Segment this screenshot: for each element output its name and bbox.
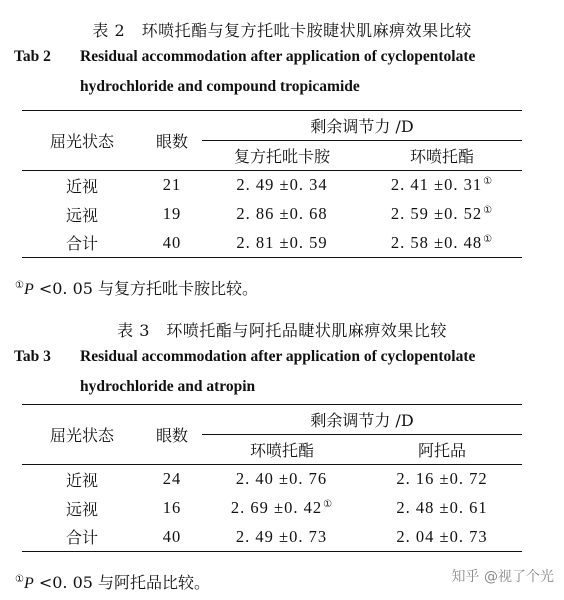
footnote-marker: ① — [15, 280, 24, 291]
table3-value-a: 2. 69 ±0. 42 — [230, 498, 323, 517]
table2-cell-b — [362, 200, 522, 229]
footnote-marker: ① — [483, 233, 494, 245]
table2-footnote — [14, 276, 258, 299]
footnote-marker: ① — [15, 574, 24, 585]
table2-cell-eyes: 40 — [162, 232, 182, 252]
table-row — [22, 229, 522, 258]
table2-cell-eyes: 21 — [162, 175, 182, 195]
table3-value-a: 2. 40 ±0. 76 — [235, 469, 328, 489]
table2-footnote-text: <0. 05 与复方托吡卡胺比较。 — [33, 279, 259, 298]
table3-header-sub-a: 环喷托酯 — [249, 441, 314, 460]
table-row — [22, 171, 522, 200]
table-row — [22, 465, 522, 494]
table3-footnote — [14, 570, 210, 593]
table3-header-eyes: 眼数 — [142, 405, 202, 465]
table3-caption-en-line2: hydrochloride and atropin — [80, 378, 256, 395]
table3-cell-eyes: 40 — [162, 526, 182, 546]
table3-header-sub-b: 阿托品 — [417, 441, 466, 460]
table3-cell-a — [202, 494, 362, 523]
table3-cell-eyes: 16 — [162, 498, 182, 517]
table3-footnote-text: <0. 05 与阿托品比较。 — [33, 573, 211, 592]
table2-cell-a: 2. 81 ±0. 59 — [236, 232, 328, 252]
table2-cell-refraction: 合计 — [65, 234, 98, 254]
table3-caption-en-line1: Residual accommodation after application of cyclopentolate — [80, 348, 476, 365]
table3 — [22, 404, 522, 552]
table3-caption-en-label: Tab 3 — [14, 348, 51, 365]
table2-value-b: 2. 58 ±0. 48 — [390, 232, 483, 252]
table2-caption-cn: 表 2 环喷托酯与复方托吡卡胺睫状肌麻痹效果比较 — [92, 21, 472, 40]
table3-cell-b: 2. 16 ±0. 72 — [396, 469, 488, 489]
table3-value-a: 2. 49 ±0. 73 — [235, 526, 328, 546]
table2-cell-b — [362, 171, 522, 200]
table3-cell-refraction: 近视 — [65, 470, 98, 490]
table2-caption-en-label: Tab 2 — [14, 48, 51, 65]
table3-cell-b: 2. 48 ±0. 61 — [396, 498, 488, 517]
p-symbol: P — [23, 575, 34, 592]
table2-caption-en-line1: Residual accommodation after application of cyclopentolate — [80, 48, 476, 65]
table2-header-group: 剩余调节力 /D — [202, 111, 522, 141]
table2-header-eyes: 眼数 — [142, 111, 202, 171]
table2-header-sub-b: 环喷托酯 — [409, 147, 474, 166]
table-row — [22, 523, 522, 552]
table2-header-refraction: 屈光状态 — [22, 111, 142, 171]
table3-caption-cn: 表 3 环喷托酯与阿托品睫状肌麻痹效果比较 — [117, 321, 447, 340]
footnote-marker: ① — [323, 499, 334, 510]
table3-cell-refraction: 合计 — [65, 528, 98, 548]
table-row — [22, 494, 522, 523]
table3-cell-a — [202, 465, 362, 494]
p-symbol: P — [23, 281, 34, 298]
table3-cell-refraction: 远视 — [65, 499, 98, 519]
table2-cell-a: 2. 86 ±0. 68 — [236, 204, 328, 223]
table2-cell-eyes: 19 — [162, 204, 182, 223]
table3-cell-a — [202, 523, 362, 552]
table3-cell-eyes: 24 — [162, 469, 182, 489]
table2-caption-en — [14, 42, 554, 102]
table2-value-b: 2. 59 ±0. 52 — [390, 204, 483, 223]
table2-caption-en-line2: hydrochloride and compound tropicamide — [80, 78, 360, 95]
table3-cell-b: 2. 04 ±0. 73 — [396, 526, 488, 546]
table2-header-sub-a: 复方托吡卡胺 — [233, 147, 330, 166]
table2-cell-refraction: 远视 — [65, 205, 98, 225]
table3-header-refraction: 屈光状态 — [22, 405, 142, 465]
footnote-marker: ① — [483, 176, 494, 188]
table2-cell-refraction: 近视 — [65, 176, 98, 196]
watermark: 知乎 @视了个光 — [451, 569, 554, 585]
table2-cell-a: 2. 49 ±0. 34 — [236, 175, 328, 195]
table-row — [22, 200, 522, 229]
footnote-marker: ① — [483, 205, 494, 216]
table2-cell-b — [362, 229, 522, 258]
table2 — [22, 110, 522, 258]
table3-header-group: 剩余调节力 /D — [202, 405, 522, 435]
table2-value-b: 2. 41 ±0. 31 — [390, 175, 483, 195]
table3-caption-en — [14, 342, 554, 402]
